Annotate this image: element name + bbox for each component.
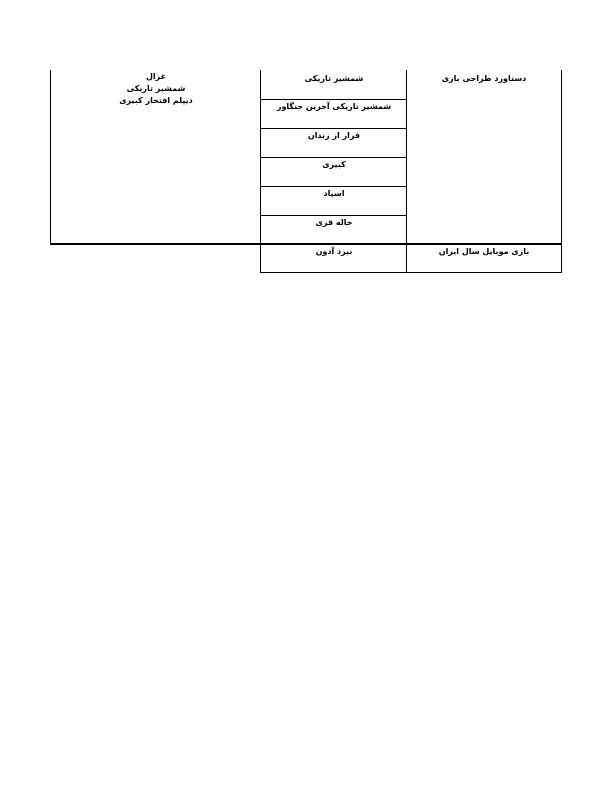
table-cell-game: خاله قزی xyxy=(315,218,353,227)
table-cell-game: نبرد آدون xyxy=(315,247,353,256)
note-line: دیپلم افتخار کبیری xyxy=(119,96,193,105)
note-line: غزال xyxy=(145,72,167,81)
row-divider xyxy=(260,99,407,100)
table-cell-category: بازی موبایل سال ایران xyxy=(438,247,530,256)
row-divider xyxy=(260,157,407,158)
table-bottom-border xyxy=(260,272,562,273)
table-cell-game: کبیری xyxy=(322,160,346,169)
row-divider xyxy=(260,215,407,216)
table-cell-game: اسپاد xyxy=(323,189,345,198)
row-divider-main xyxy=(50,243,562,245)
note-line: شمشیر تاریکی xyxy=(126,84,186,93)
table-cell-game: شمشیر تاریکی آخرین جنگاور xyxy=(276,102,392,111)
table-cell-game: فرار از زندان xyxy=(307,131,361,140)
row-divider xyxy=(260,186,407,187)
row-divider xyxy=(260,128,407,129)
table-cell-notes xyxy=(52,71,260,107)
table-cell-category: دستاورد طراحی بازی xyxy=(441,74,527,83)
table-cell-game: شمشیر تاریکی xyxy=(304,74,364,83)
table-left-border xyxy=(50,70,51,245)
